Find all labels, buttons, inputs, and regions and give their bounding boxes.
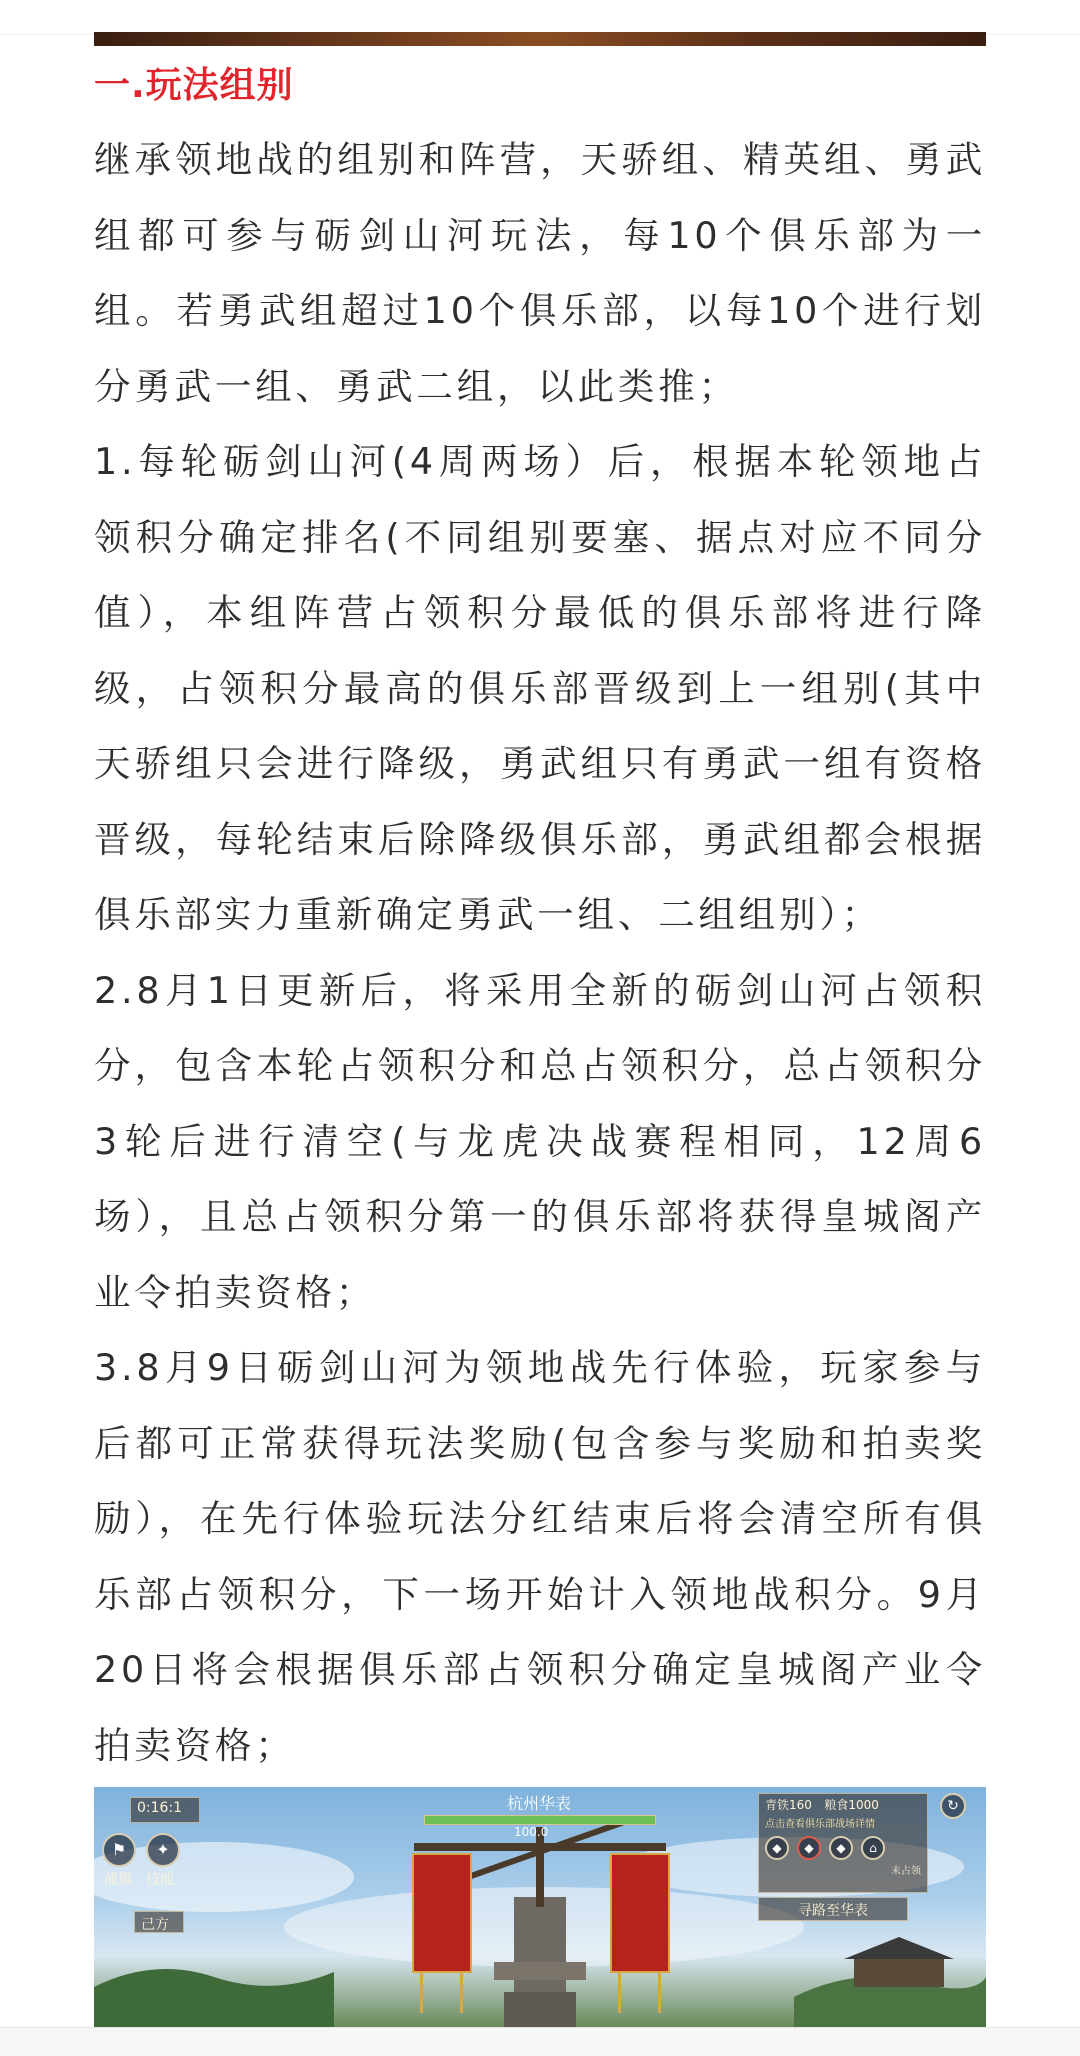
location-header <box>414 1791 664 1814</box>
section-heading: 一.玩法组别 <box>94 65 294 106</box>
pathfind-button[interactable]: 寻路至华表 <box>758 1897 908 1921</box>
battle-timer: 0:16:1 <box>130 1797 200 1823</box>
rule-paragraph-3: 3.8月9日砺剑山河为领地战先行体验，玩家参与后都可正常获得玩法奖励(包含参与奖励和拍卖奖励），在先行体验玩法分红结束后将会清空所有俱乐部占领积分，下一场开始计入领地战积分。9月20日将会根据俱乐部占领积分确定皇城阁产业令拍卖资格； <box>94 1346 986 1767</box>
side-indicator: 己方 <box>134 1911 184 1933</box>
game-screenshot-image[interactable] <box>94 1787 986 2027</box>
location-title: 杭州华表 <box>506 1794 571 1813</box>
rule-paragraph-1: 1.每轮砺剑山河(4周两场）后，根据本轮领地占领积分确定排名(不同组别要塞、据点对应不同分值），本组阵营占领积分最低的俱乐部将进行降级，占领积分最高的俱乐部晋级到上一组别(其中天骄组只会进行降级，勇武组只有勇武一组有资格晋级，每轮结束后除降级俱乐部，勇武组都会根据俱乐部实力重新确定勇武一组、二组组别）； <box>94 440 986 936</box>
capture-progress-bar <box>424 1815 656 1825</box>
banner-left <box>412 1853 472 1973</box>
resource-grain: 粮食1000 <box>824 1798 879 1812</box>
fortress-icon[interactable]: ⌂ <box>861 1836 885 1860</box>
skill-icon[interactable]: ✦ <box>146 1833 180 1867</box>
article-top-image <box>94 32 986 46</box>
bottom-toolbar <box>0 2027 1080 2056</box>
skill-label-flag: 战旗 <box>104 1872 132 1888</box>
capture-progress-text: 100.0 <box>514 1825 549 1839</box>
legend-unoccupied: 未占领 <box>891 1866 921 1877</box>
refresh-icon[interactable]: ↻ <box>940 1793 966 1819</box>
club-battle-panel[interactable] <box>758 1793 928 1893</box>
capture-progress-fill <box>425 1816 655 1824</box>
rule-paragraph-2: 2.8月1日更新后，将采用全新的砺剑山河占领积分，包含本轮占领积分和总占领积分，总占领积分3轮后进行清空(与龙虎决战赛程相同，12周6场），且总占领积分第一的俱乐部将获得皇城阁产业令拍卖资格； <box>94 968 986 1314</box>
stronghold-icons <box>765 1836 921 1860</box>
battle-flag-icon[interactable]: ⚑ <box>102 1833 136 1867</box>
skill-label-skill: 技能 <box>146 1872 174 1888</box>
battle-detail-hint: 点击查看俱乐部战场详情 <box>765 1819 875 1830</box>
stronghold-icon[interactable]: ◆ <box>829 1836 853 1860</box>
resource-iron: 青铁160 <box>765 1798 812 1812</box>
article-body <box>94 50 986 1783</box>
banner-right <box>610 1853 670 1973</box>
stronghold-icon[interactable]: ◆ <box>765 1836 789 1860</box>
stronghold-icon[interactable]: ◆ <box>797 1836 821 1860</box>
intro-paragraph: 继承领地战的组别和阵营，天骄组、精英组、勇武组都可参与砺剑山河玩法，每10个俱乐部为一组。若勇武组超过10个俱乐部，以每10个进行划分勇武一组、勇武二组，以此类推； <box>94 138 986 408</box>
